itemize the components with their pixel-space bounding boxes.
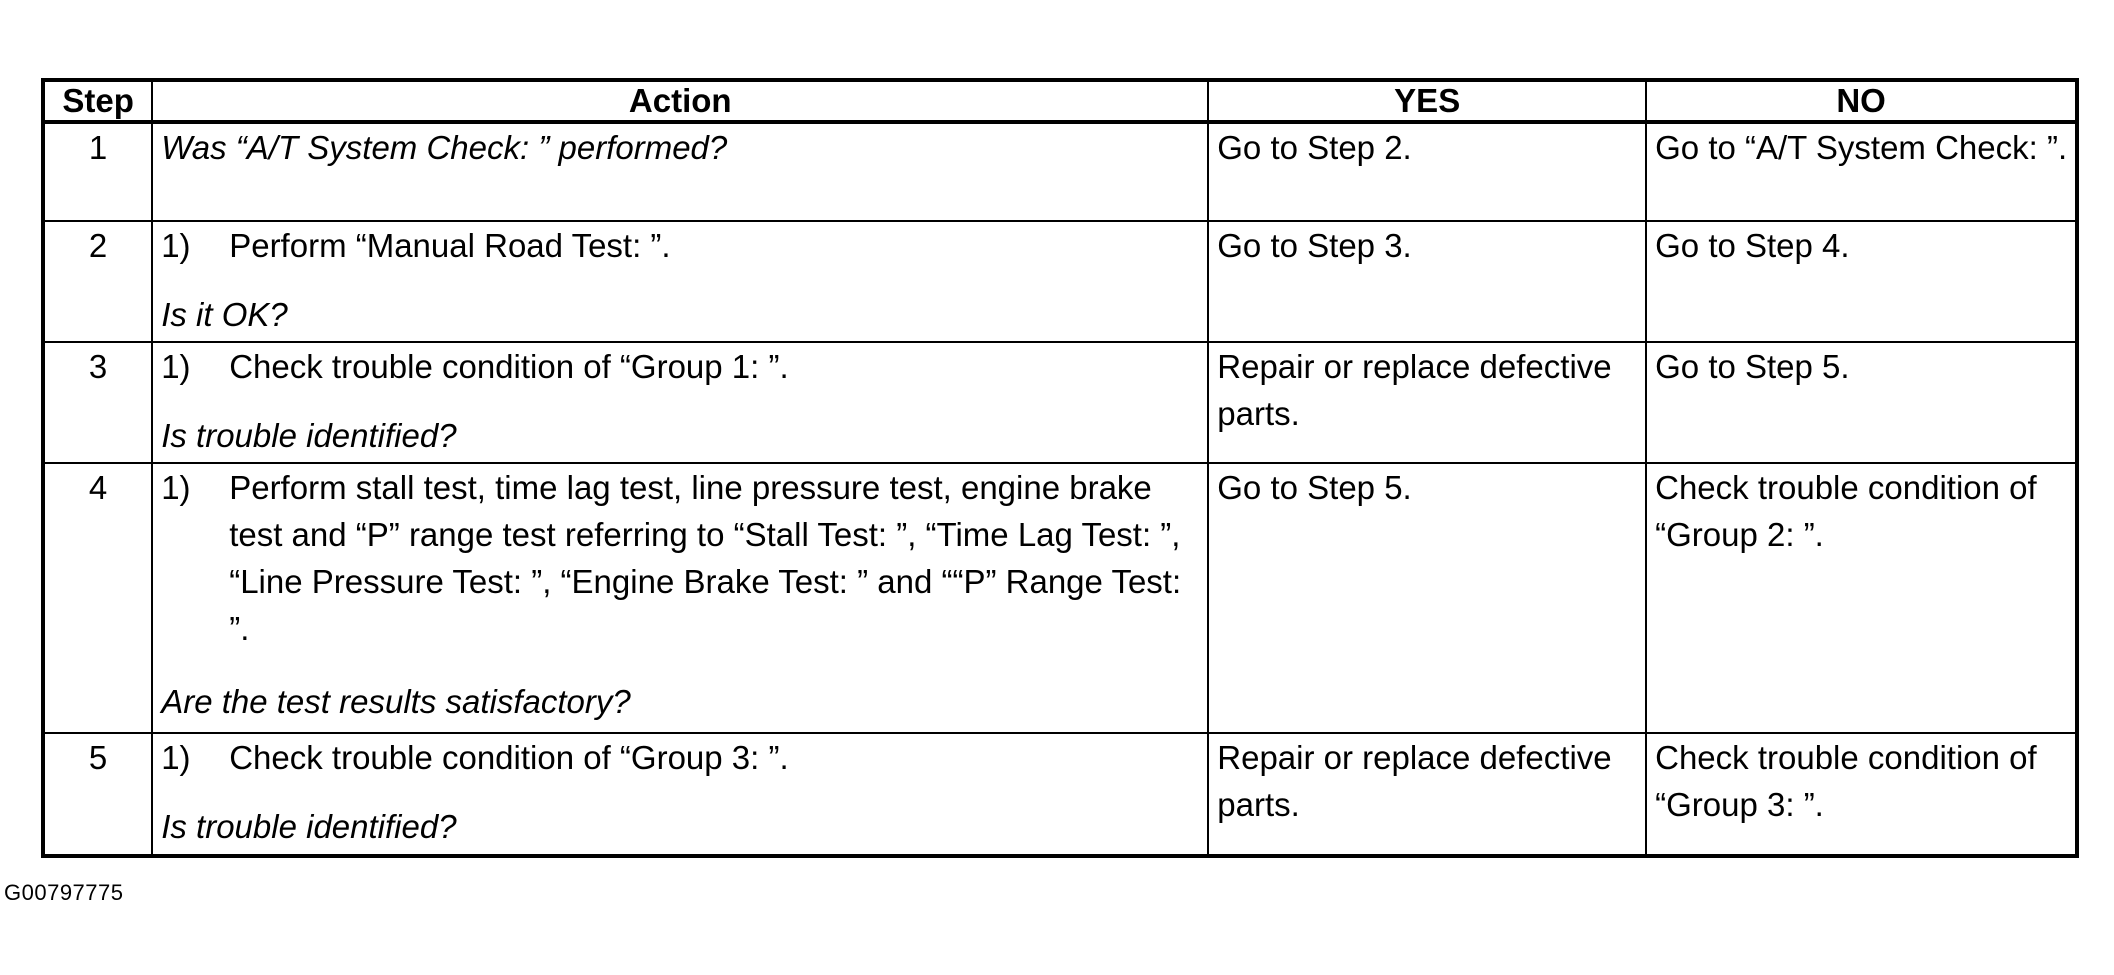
yes-cell: Go to Step 2. <box>1208 122 1646 221</box>
action-question: Is it OK? <box>161 295 288 333</box>
table-row <box>43 122 2077 221</box>
action-item <box>161 343 1201 390</box>
diagnostic-table <box>41 78 2079 858</box>
no-cell: Go to Step 5. <box>1646 342 2077 463</box>
figure-id: G00797775 <box>4 880 124 905</box>
step-number: 2 <box>43 221 152 342</box>
action-item <box>161 464 1201 652</box>
yes-cell: Repair or replace defective parts. <box>1208 342 1646 463</box>
item-text: Check trouble condition of “Group 3: ”. <box>229 738 789 776</box>
no-cell: Go to “A/T System Check: ”. <box>1646 122 2077 221</box>
table-row <box>43 733 2077 856</box>
step-number: 1 <box>43 122 152 221</box>
step-number: 5 <box>43 733 152 856</box>
action-item <box>161 222 1201 269</box>
action-cell <box>152 342 1208 463</box>
action-cell <box>152 221 1208 342</box>
item-text: Perform stall test, time lag test, line pressure test, engine brake test and “P” range test referring to “Stall Test: ”, “Time Lag Test: ”, “Line Pressure Test: ”, “Engine Brake Test: ” and ““P” Range Test: ”. <box>229 468 1182 647</box>
action-cell <box>152 122 1208 221</box>
table-row <box>43 342 2077 463</box>
action-question: Was “A/T System Check: ” performed? <box>161 129 728 166</box>
item-number: 1) <box>161 468 191 506</box>
action-cell <box>152 463 1208 733</box>
item-text: Perform “Manual Road Test: ”. <box>229 226 671 264</box>
yes-cell: Go to Step 5. <box>1208 463 1646 733</box>
action-question: Is trouble identified? <box>161 416 457 454</box>
no-cell: Check trouble condition of “Group 3: ”. <box>1646 733 2077 856</box>
item-number: 1) <box>161 226 191 264</box>
item-text: Check trouble condition of “Group 1: ”. <box>229 347 789 385</box>
yes-cell: Repair or replace defective parts. <box>1208 733 1646 856</box>
action-item <box>161 734 1201 781</box>
item-number: 1) <box>161 738 191 776</box>
header-yes: YES <box>1208 80 1646 122</box>
header-row <box>43 80 2077 122</box>
header-no: NO <box>1646 80 2077 122</box>
table-row <box>43 463 2077 733</box>
table-row <box>43 221 2077 342</box>
step-number: 3 <box>43 342 152 463</box>
action-question: Are the test results satisfactory? <box>161 682 631 720</box>
yes-cell: Go to Step 3. <box>1208 221 1646 342</box>
item-number: 1) <box>161 347 191 385</box>
no-cell: Check trouble condition of “Group 2: ”. <box>1646 463 2077 733</box>
no-cell: Go to Step 4. <box>1646 221 2077 342</box>
header-step: Step <box>43 80 152 122</box>
action-cell <box>152 733 1208 856</box>
action-question: Is trouble identified? <box>161 807 457 845</box>
step-number: 4 <box>43 463 152 733</box>
header-action: Action <box>152 80 1208 122</box>
